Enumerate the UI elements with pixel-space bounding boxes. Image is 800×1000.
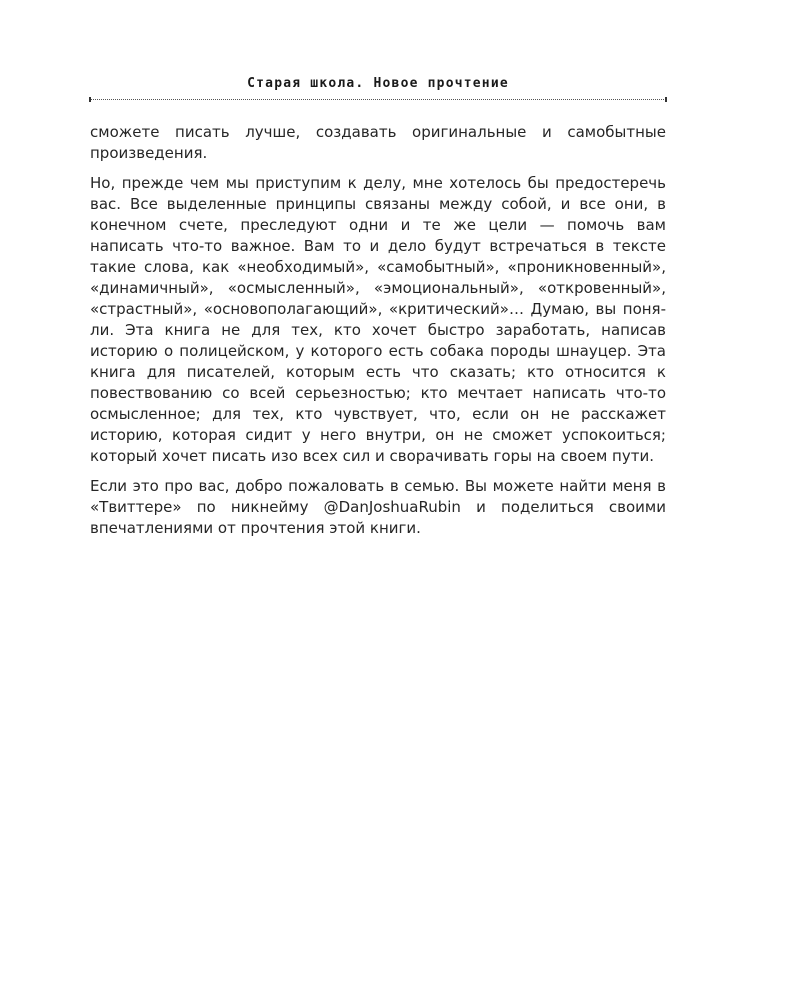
running-header-title: Старая школа. Новое прочтение — [247, 76, 509, 91]
body-text — [90, 122, 666, 548]
header-divider — [90, 99, 666, 100]
paragraph-warning: Но, прежде чем мы приступим к делу, мне хотелось бы предостеречь вас. Все выделенные принципы связаны между собой, и все они, в конечном счете, преследуют одни и те же цели — помочь вам написать что-то важное. Вам то и дело будут встречаться в тексте такие слова, как «необходимый», «самобытный», «проникновенный», «динамичный», «осмысленный», «эмоциональный», «откровенный», «страстный», «основополагающий», «критический»… Думаю, вы поняли. Эта книга не для тех, кто хочет быстро заработать, написав историю о полицейском, у которого есть собака породы шнауцер. Эта книга для писателей, которым есть что сказать; кто относится к повествованию со всей серьезностью; кто мечтает написать что-то осмысленное; для тех, кто чувствует, что, если он не расскажет историю, которая сидит у него внутри, он не сможет успокоиться; который хочет писать изо всех сил и сворачивать горы на своем пути. — [90, 174, 666, 465]
paragraph-welcome: Если это про вас, добро пожаловать в семью. Вы можете найти меня в «Твиттере» по никнейму @DanJoshuaRubin и поделиться своими впечатлениями от прочтения этой книги. — [90, 477, 666, 537]
paragraph-continuation: сможете писать лучше, создавать оригинальные и самобытные произведения. — [90, 123, 666, 162]
